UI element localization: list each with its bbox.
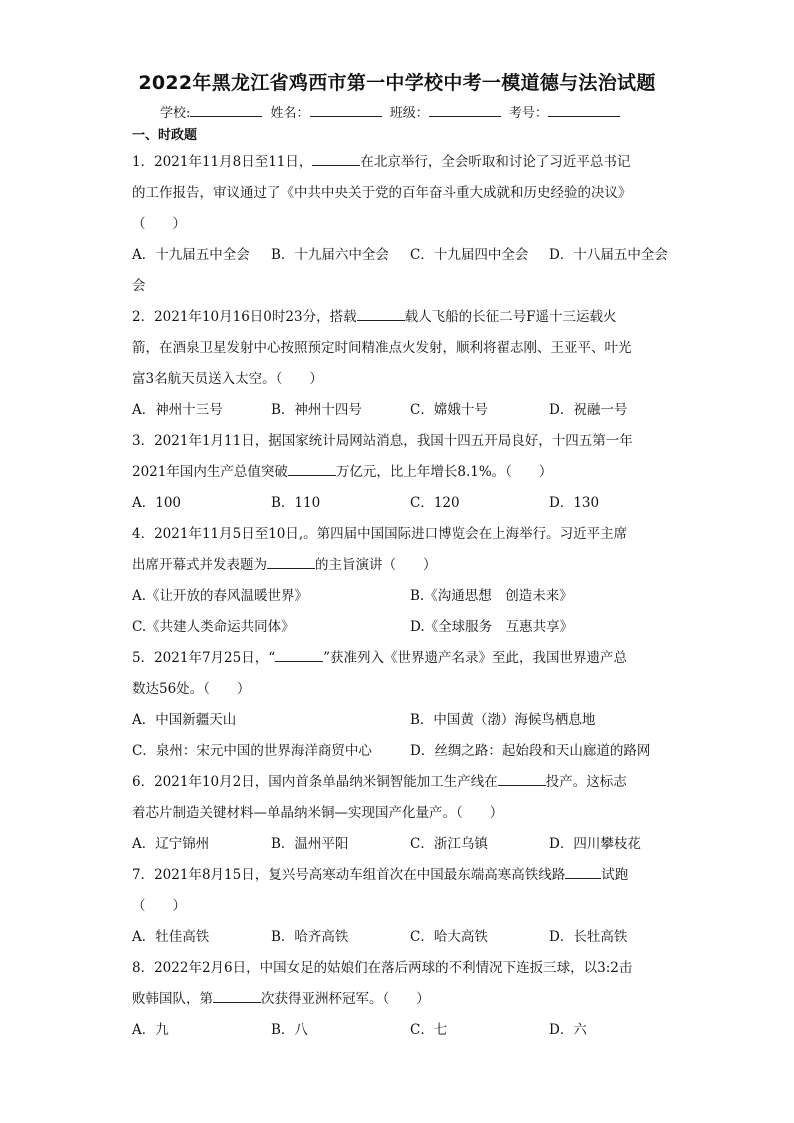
answer-option[interactable]: B.《沟通思想 创造未来》 xyxy=(410,588,573,604)
question-text-line xyxy=(132,984,662,1015)
question-text-line xyxy=(132,550,662,581)
answer-blank[interactable] xyxy=(357,306,405,321)
question-text: 箭，在酒泉卫星发射中心按照预定时间精准点火发射，顺利将翟志刚、王亚平、叶光 xyxy=(132,340,632,356)
answer-option[interactable]: C．浙江乌镇 xyxy=(410,836,488,852)
answer-option[interactable]: C．120 xyxy=(410,495,460,511)
question-text: 在北京举行，全会听取和讨论了习近平总书记 xyxy=(360,154,631,170)
question-item xyxy=(132,519,662,643)
answer-option[interactable]: D．六 xyxy=(549,1022,587,1038)
exam-title: 2022年黑龙江省鸡西市第一中学校中考一模道德与法治试题 xyxy=(138,72,656,94)
answer-option[interactable]: C.《共建人类命运共同体》 xyxy=(132,619,295,635)
exam-number-label: 考号： xyxy=(508,106,548,121)
question-text-line xyxy=(132,519,662,550)
answer-option[interactable]: B．哈齐高铁 xyxy=(271,929,349,945)
options-row xyxy=(132,736,662,767)
question-text: （ ） xyxy=(132,898,186,914)
answer-option[interactable]: A．牡佳高铁 xyxy=(132,929,210,945)
answer-option[interactable]: D．丝绸之路：起始段和天山廊道的路网 xyxy=(410,743,651,759)
options-row xyxy=(132,240,668,271)
answer-option[interactable]: D．长牡高铁 xyxy=(549,929,628,945)
question-text: 载人飞船的长征二号F遥十三运载火 xyxy=(404,309,617,325)
question-text: 着芯片制造关键材料—单晶纳米铜—实现国产化量产。（ ） xyxy=(132,805,504,821)
answer-blank[interactable] xyxy=(275,647,323,662)
answer-blank[interactable] xyxy=(312,151,360,166)
class-field[interactable] xyxy=(390,102,501,121)
exam-number-blank[interactable] xyxy=(548,104,620,117)
answer-blank[interactable] xyxy=(288,461,336,476)
question-text: 8．2022年2月6日，中国女足的姑娘们在落后两球的不利情况下连扳三球，以3:2击 xyxy=(132,960,633,976)
school-blank[interactable] xyxy=(190,104,262,117)
class-blank[interactable] xyxy=(429,104,501,117)
options-row xyxy=(132,922,662,953)
question-item xyxy=(132,426,662,519)
option-wrap-text: 会 xyxy=(132,278,146,294)
question-text-line xyxy=(132,891,662,922)
options-row xyxy=(132,1015,662,1046)
question-item xyxy=(132,860,662,953)
answer-option[interactable]: D．祝融一号 xyxy=(549,402,628,418)
question-text: 富3名航天员送入太空。（ ） xyxy=(132,371,323,387)
options-row xyxy=(132,488,662,519)
question-text-line xyxy=(132,209,662,240)
answer-option[interactable]: D．130 xyxy=(549,495,600,511)
question-item xyxy=(132,147,668,302)
school-field[interactable] xyxy=(160,102,262,121)
question-text: 2．2021年10月16日0时23分，搭载 xyxy=(132,309,357,325)
question-text-line xyxy=(132,333,662,364)
question-text-line xyxy=(132,364,662,395)
question-text: 的工作报告，审议通过了《中共中央关于党的百年奋斗重大成就和历史经验的决议》 xyxy=(132,185,632,201)
school-label: 学校: xyxy=(160,106,191,121)
answer-blank[interactable] xyxy=(213,988,261,1003)
question-text: 的主旨演讲（ ） xyxy=(315,557,437,573)
question-text: 2021年国内生产总值突破 xyxy=(132,464,288,480)
question-text-line xyxy=(132,147,662,178)
options-row xyxy=(132,612,662,643)
answer-option[interactable]: B．神州十四号 xyxy=(271,402,362,418)
question-list xyxy=(132,147,668,1046)
question-text: 数达56处。（ ） xyxy=(132,681,251,697)
answer-option[interactable]: C．哈大高铁 xyxy=(410,929,488,945)
question-item xyxy=(132,953,662,1046)
answer-blank[interactable] xyxy=(565,864,601,879)
question-text: ”获准列入《世界遗产名录》至此，我国世界遗产总 xyxy=(323,650,628,666)
answer-option[interactable]: D.《全球服务 互惠共享》 xyxy=(410,619,574,635)
question-text-line xyxy=(132,860,662,891)
question-text: 败韩国队，第 xyxy=(132,991,213,1007)
question-text: 7．2021年8月15日，复兴号高寒动车组首次在中国最东端高寒高铁线路 xyxy=(132,867,566,883)
answer-option[interactable]: B．110 xyxy=(271,495,321,511)
question-text: 3．2021年1月11日，据国家统计局网站消息，我国十四五开局良好，十四五第一年 xyxy=(132,433,633,449)
question-text: 1．2021年11月8日至11日， xyxy=(132,154,313,170)
name-field[interactable] xyxy=(271,102,382,121)
question-text: 试跑 xyxy=(601,867,629,883)
question-text: 次获得亚洲杯冠军。（ ） xyxy=(261,991,430,1007)
name-blank[interactable] xyxy=(310,104,382,117)
question-text: 5．2021年7月25日，“ xyxy=(132,650,276,666)
answer-option[interactable]: A．100 xyxy=(132,495,182,511)
answer-option[interactable]: B．八 xyxy=(271,1022,308,1038)
question-text: 6．2021年10月2日，国内首条单晶纳米铜智能加工生产线在 xyxy=(132,774,498,790)
answer-blank[interactable] xyxy=(267,554,315,569)
answer-option[interactable]: C．十九届四中全会 xyxy=(410,247,529,263)
exam-number-field[interactable] xyxy=(509,102,620,121)
options-row xyxy=(132,829,662,860)
answer-option[interactable]: A．中国新疆天山 xyxy=(132,712,237,728)
options-row xyxy=(132,581,662,612)
answer-blank[interactable] xyxy=(498,771,546,786)
question-text-line xyxy=(132,643,662,674)
question-text-line xyxy=(132,953,662,984)
question-text-line xyxy=(132,302,662,333)
name-label: 姓名： xyxy=(270,106,310,121)
question-text: 投产。这标志 xyxy=(545,774,627,790)
question-item xyxy=(132,302,662,426)
options-row xyxy=(132,395,662,426)
question-text: 万亿元，比上年增长8.1%。（ ） xyxy=(335,464,553,480)
question-text: 4．2021年11月5日至10日,。第四届中国国际进口博览会在上海举行。习近平主席 xyxy=(132,526,628,542)
answer-option[interactable]: B．温州平阳 xyxy=(271,836,349,852)
question-text-line xyxy=(132,674,662,705)
student-info-row xyxy=(160,102,624,121)
answer-option[interactable]: C．七 xyxy=(410,1022,448,1038)
answer-option[interactable]: A．九 xyxy=(132,1022,169,1038)
answer-option[interactable]: A．辽宁锦州 xyxy=(132,836,210,852)
answer-option[interactable]: D．四川攀枝花 xyxy=(549,836,641,852)
options-row xyxy=(132,705,662,736)
question-text: 出席开幕式并发表题为 xyxy=(132,557,267,573)
answer-option[interactable]: C．嫦娥十号 xyxy=(410,402,488,418)
answer-option[interactable]: A．神州十三号 xyxy=(132,402,223,418)
question-text-line xyxy=(132,426,662,457)
question-text-line xyxy=(132,457,662,488)
question-item xyxy=(132,643,662,767)
answer-option[interactable]: C．泉州：宋元中国的世界海洋商贸中心 xyxy=(132,743,372,759)
question-item xyxy=(132,767,662,860)
class-label: 班级： xyxy=(389,106,429,121)
question-text-line xyxy=(132,767,662,798)
answer-option[interactable]: B．十九届六中全会 xyxy=(271,247,389,263)
answer-option[interactable]: D．十八届五中全会 xyxy=(549,247,668,263)
question-text-line xyxy=(132,178,662,209)
section-heading: 一、时政题 xyxy=(132,128,198,143)
answer-option[interactable]: A．十九届五中全会 xyxy=(132,247,250,263)
answer-option[interactable]: A.《让开放的春风温暖世界》 xyxy=(132,588,309,604)
question-text: （ ） xyxy=(132,216,186,232)
question-text-line xyxy=(132,798,662,829)
answer-option[interactable]: B．中国黄（渤）海候鸟栖息地 xyxy=(410,712,596,728)
